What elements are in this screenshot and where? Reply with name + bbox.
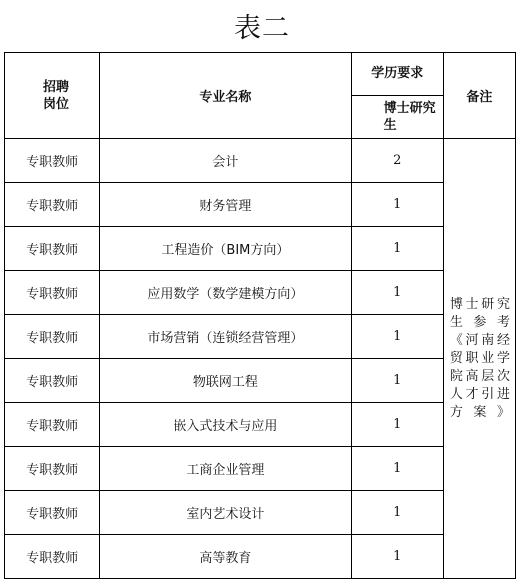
cell-post: 专职教师 bbox=[5, 271, 100, 315]
cell-major: 工商企业管理 bbox=[100, 447, 351, 491]
table-row bbox=[5, 139, 516, 183]
cell-major: 应用数学（数学建模方向） bbox=[100, 271, 351, 315]
table-row bbox=[5, 491, 516, 535]
table-row bbox=[5, 403, 516, 447]
cell-post: 专职教师 bbox=[5, 139, 100, 183]
cell-count: 1 bbox=[351, 403, 443, 447]
cell-major: 会计 bbox=[100, 139, 351, 183]
cell-count: 1 bbox=[351, 359, 443, 403]
cell-count: 1 bbox=[351, 271, 443, 315]
cell-post: 专职教师 bbox=[5, 535, 100, 579]
cell-count: 1 bbox=[351, 315, 443, 359]
header-note: 备注 bbox=[443, 53, 515, 139]
cell-major: 嵌入式技术与应用 bbox=[100, 403, 351, 447]
cell-count: 2 bbox=[351, 139, 443, 183]
header-education-sub: 博士研究生 bbox=[351, 96, 443, 139]
cell-major: 物联网工程 bbox=[100, 359, 351, 403]
table-row bbox=[5, 315, 516, 359]
cell-major: 财务管理 bbox=[100, 183, 351, 227]
cell-count: 1 bbox=[351, 535, 443, 579]
cell-count: 1 bbox=[351, 183, 443, 227]
cell-count: 1 bbox=[351, 491, 443, 535]
note-cell: 博士研究生参考《河南经贸职业学院高层次人才引进方案》 bbox=[443, 139, 515, 579]
table-row bbox=[5, 271, 516, 315]
cell-major: 市场营销（连锁经营管理） bbox=[100, 315, 351, 359]
table-row bbox=[5, 535, 516, 579]
table-row bbox=[5, 183, 516, 227]
table-row bbox=[5, 359, 516, 403]
table-row bbox=[5, 227, 516, 271]
cell-major: 高等教育 bbox=[100, 535, 351, 579]
cell-post: 专职教师 bbox=[5, 403, 100, 447]
header-education: 学历要求 bbox=[351, 53, 443, 96]
cell-count: 1 bbox=[351, 227, 443, 271]
cell-post: 专职教师 bbox=[5, 315, 100, 359]
cell-major: 室内艺术设计 bbox=[100, 491, 351, 535]
cell-major: 工程造价（BIM方向） bbox=[100, 227, 351, 271]
cell-post: 专职教师 bbox=[5, 183, 100, 227]
cell-count: 1 bbox=[351, 447, 443, 491]
header-major: 专业名称 bbox=[100, 53, 351, 139]
recruitment-table bbox=[4, 52, 516, 579]
cell-post: 专职教师 bbox=[5, 447, 100, 491]
cell-post: 专职教师 bbox=[5, 491, 100, 535]
page-title: 表二 bbox=[234, 13, 290, 44]
table-row bbox=[5, 447, 516, 491]
header-post: 招聘岗位 bbox=[5, 53, 100, 139]
cell-post: 专职教师 bbox=[5, 359, 100, 403]
cell-post: 专职教师 bbox=[5, 227, 100, 271]
